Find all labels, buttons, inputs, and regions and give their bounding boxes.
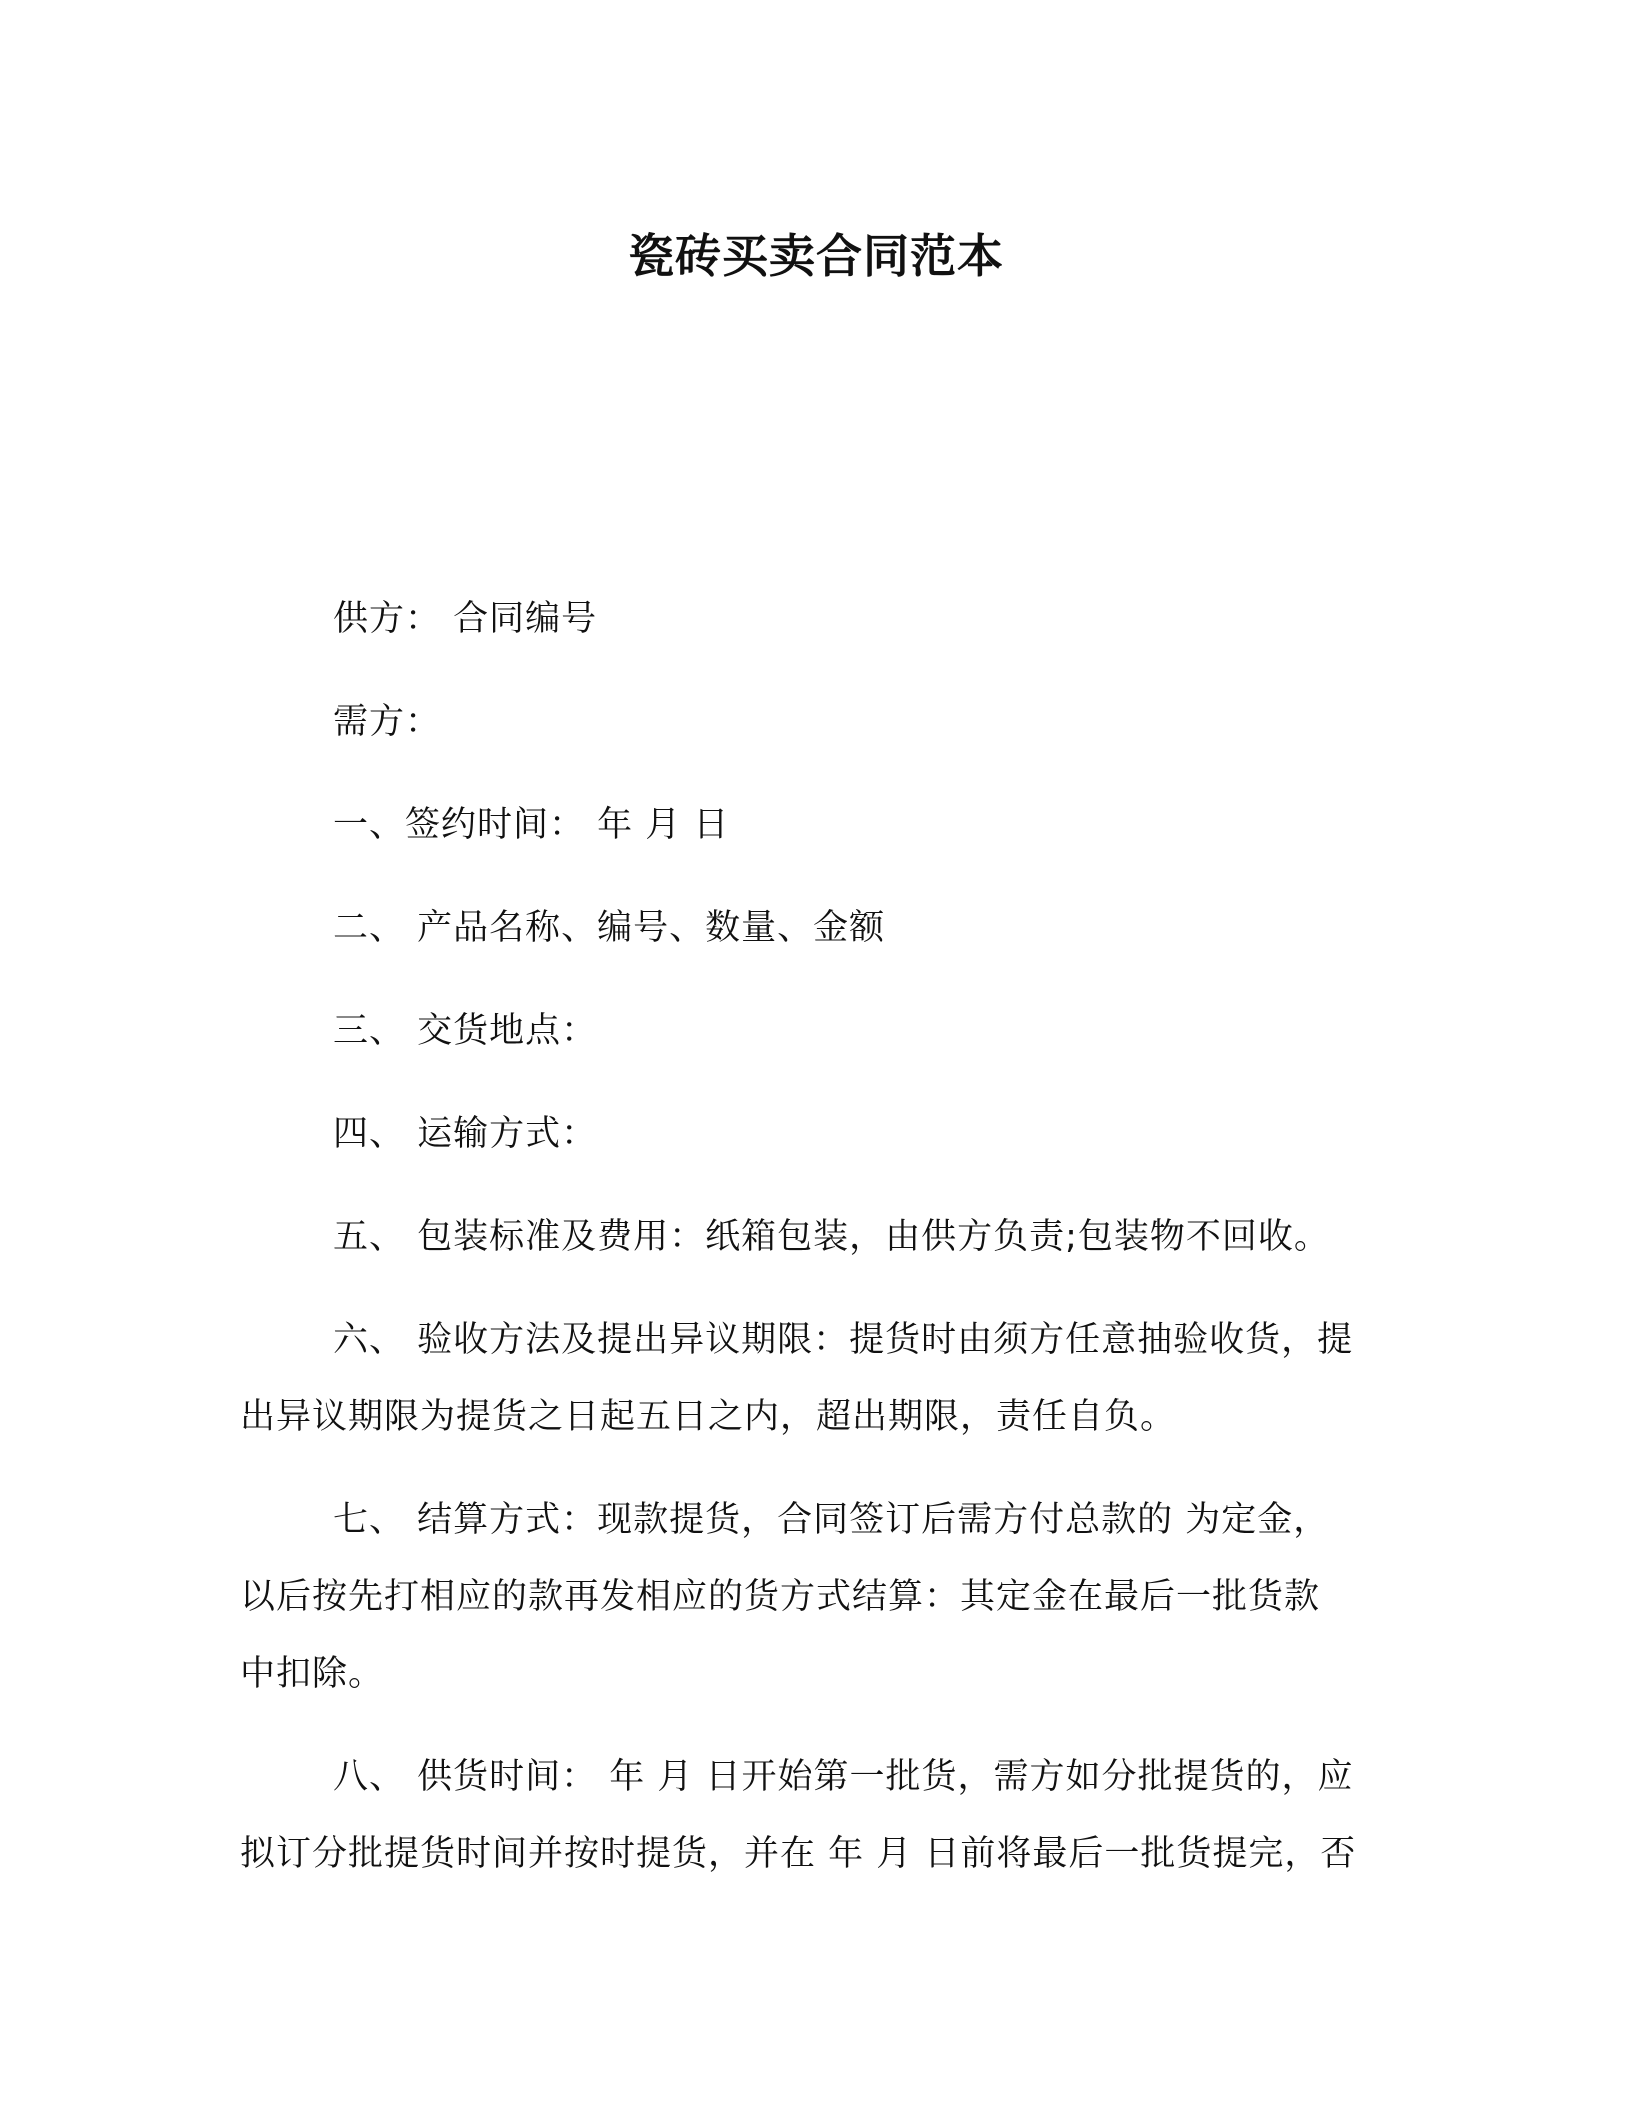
buyer-line: 需方： <box>333 702 442 742</box>
clause-6-inspection-line-1: 六、 验收方法及提出异议期限：提货时由须方任意抽验收货，提 <box>333 1320 1354 1360</box>
supplier-line: 供方： 合同编号 <box>333 599 598 639</box>
clause-5-packaging: 五、 包装标准及费用：纸箱包装，由供方负责;包装物不回收。 <box>333 1217 1330 1257</box>
clause-7-settlement-line-1: 七、 结算方式：现款提货，合同签订后需方付总款的 为定金， <box>333 1500 1330 1540</box>
clause-3-delivery-location: 三、 交货地点： <box>333 1011 598 1051</box>
clause-6-inspection-line-2: 出异议期限为提货之日起五日之内，超出期限，责任自负。 <box>240 1397 1177 1437</box>
clause-4-transport-method: 四、 运输方式： <box>333 1114 598 1154</box>
clause-8-supply-time-line-2: 拟订分批提货时间并按时提货，并在 年 月 日前将最后一批货提完，否 <box>240 1834 1357 1874</box>
clause-2-product-info: 二、 产品名称、编号、数量、金额 <box>333 908 886 948</box>
clause-7-settlement-line-2: 以后按先打相应的款再发相应的货方式结算：其定金在最后一批货款 <box>240 1577 1321 1617</box>
clause-8-supply-time-line-1: 八、 供货时间： 年 月 日开始第一批货，需方如分批提货的，应 <box>333 1757 1354 1797</box>
clause-7-settlement-line-3: 中扣除。 <box>240 1654 385 1694</box>
clause-1-signing-time: 一、签约时间： 年 月 日 <box>333 805 730 845</box>
document-title: 瓷砖买卖合同范本 <box>628 229 1004 283</box>
